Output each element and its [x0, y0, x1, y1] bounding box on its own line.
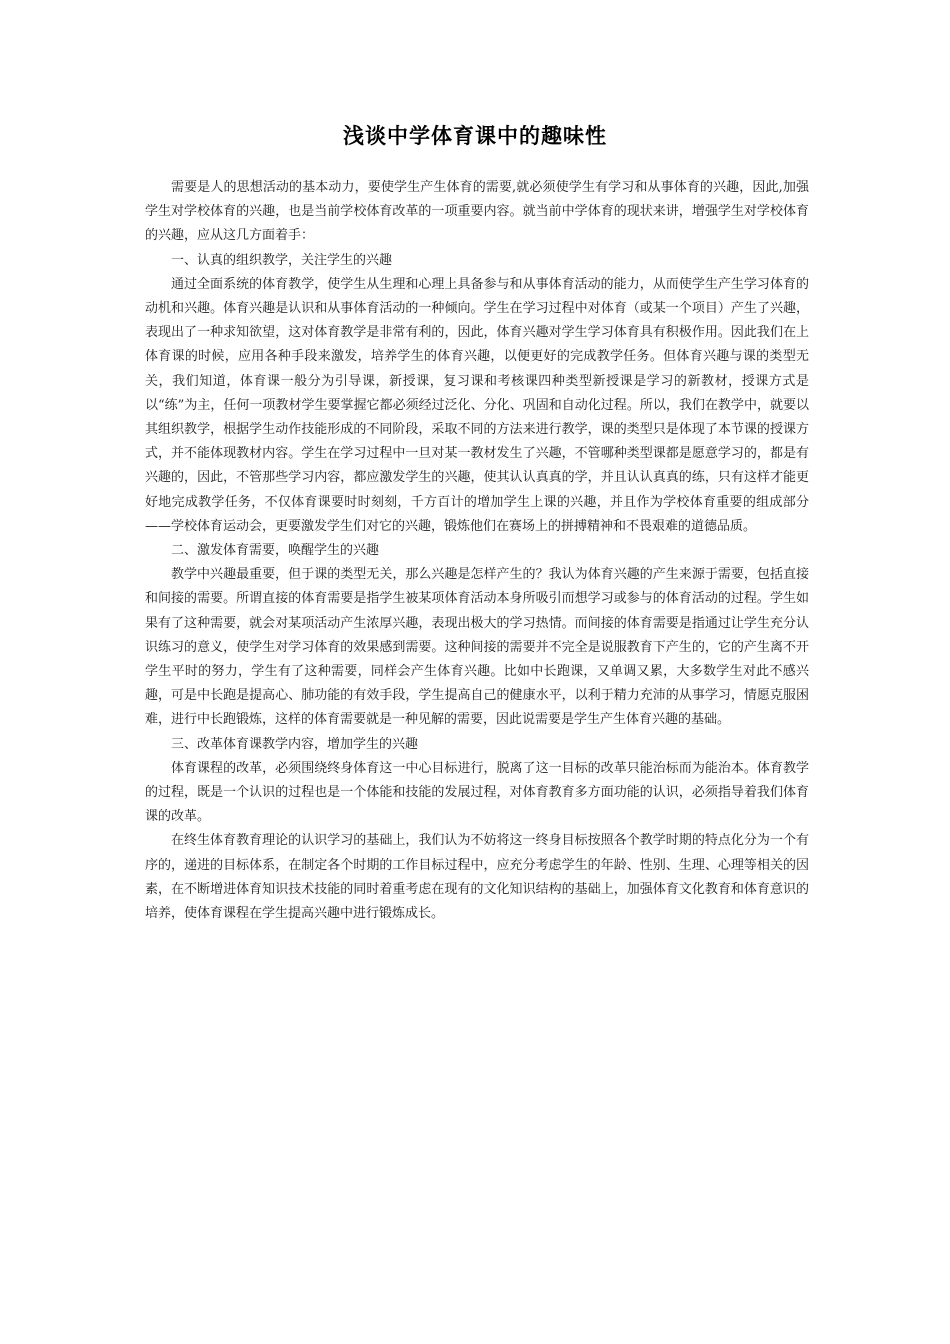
section-heading-1: 一、认真的组织教学，关注学生的兴趣 [171, 252, 393, 268]
section-heading-3: 三、改革体育课教学内容，增加学生的兴趣 [171, 736, 419, 752]
section-2-paragraph: 教学中兴趣最重要，但于课的类型无关，那么兴趣是怎样产生的？我认为体育兴趣的产生来源于需要，包括直接和间接的需要。所谓直接的体育需要是指学生被某项体育活动本身所吸引而想学习或参与的体育活动的过程。学生如果有了这种需要，就会对某项活动产生浓厚兴趣，表现出极大的学习热情。而间接的体育需要是指通过让学生充分认识练习的意义，使学生对学习体育的效果感到需要。这种间接的需要并不完全是说服教育下产生的，它的产生离不开学生平时的努力，学生有了这种需要，同样会产生体育兴趣。比如中长跑课，又单调又累，大多数学生对此不感兴趣，可是中长跑是提高心、肺功能的有效手段，学生提高自己的健康水平，以利于精力充沛的从事学习，情愿克服困难，进行中长跑锻炼，这样的体育需要就是一种见解的需要，因此说需要是学生产生体育兴趣的基础。 [145, 567, 809, 728]
intro-paragraph: 需要是人的思想活动的基本动力，要使学生产生体育的需要,就必须使学生有学习和从事体育的兴趣，因此,加强学生对学校体育的兴趣，也是当前学校体育改革的一项重要内容。就当前中学体育的现状来讲，增强学生对学校体育的兴趣，应从这几方面着手： [145, 180, 809, 244]
document-title: 浅谈中学体育课中的趣味性 [343, 124, 607, 148]
section-heading-2: 二、激发体育需要，唤醒学生的兴趣 [171, 543, 380, 559]
document-body [145, 176, 809, 926]
section-3-paragraph-2: 在终生体育教育理论的认识学习的基础上，我们认为不妨将这一终身目标按照各个教学时期的特点化分为一个有序的，递进的目标体系，在制定各个时期的工作目标过程中，应充分考虑学生的年龄、性别、生理、心理等相关的因素，在不断增进体育知识技术技能的同时着重考虑在现有的文化知识结构的基础上，加强体育文化教育和体育意识的培养，使体育课程在学生提高兴趣中进行锻炼成长。 [145, 833, 809, 922]
section-1-paragraph: 通过全面系统的体育教学，使学生从生理和心理上具备参与和从事体育活动的能力，从而使学生产生学习体育的动机和兴趣。体育兴趣是认识和从事体育活动的一种倾向。学生在学习过程中对体育（或某一个项目）产生了兴趣，表现出了一种求知欲望，这对体育教学是非常有利的，因此，体育兴趣对学生学习体育具有积极作用。因此我们在上体育课的时候，应用各种手段来激发，培养学生的体育兴趣，以便更好的完成教学任务。但体育兴趣与课的类型无关，我们知道，体育课一般分为引导课，新授课，复习课和考核课四种类型新授课是学习的新教材，授课方式是以“练”为主，任何一项教材学生要掌握它都必须经过泛化、分化、巩固和自动化过程。所以，我们在教学中，就要以其组织教学，根据学生动作技能形成的不同阶段，采取不同的方法来进行教学，课的类型只是体现了本节课的授课方式，并不能体现教材内容。学生在学习过程中一旦对某一教材发生了兴趣，不管哪种类型课都是愿意学习的，都是有兴趣的，因此，不管那些学习内容，都应激发学生的兴趣，使其认认真真的学，并且认认真真的练，只有这样才能更好地完成教学任务，不仅体育课要时时刻刻，千方百计的增加学生上课的兴趣，并且作为学校体育重要的组成部分——学校体育运动会，更要激发学生们对它的兴趣，锻炼他们在赛场上的拼搏精神和不畏艰难的道德品质。 [145, 276, 809, 534]
section-3-paragraph-1: 体育课程的改革，必须围绕终身体育这一中心目标进行，脱离了这一目标的改革只能治标而为能治本。体育教学的过程，既是一个认识的过程也是一个体能和技能的发展过程，对体育教育多方面功能的认识，必须指导着我们体育课的改革。 [145, 760, 809, 825]
